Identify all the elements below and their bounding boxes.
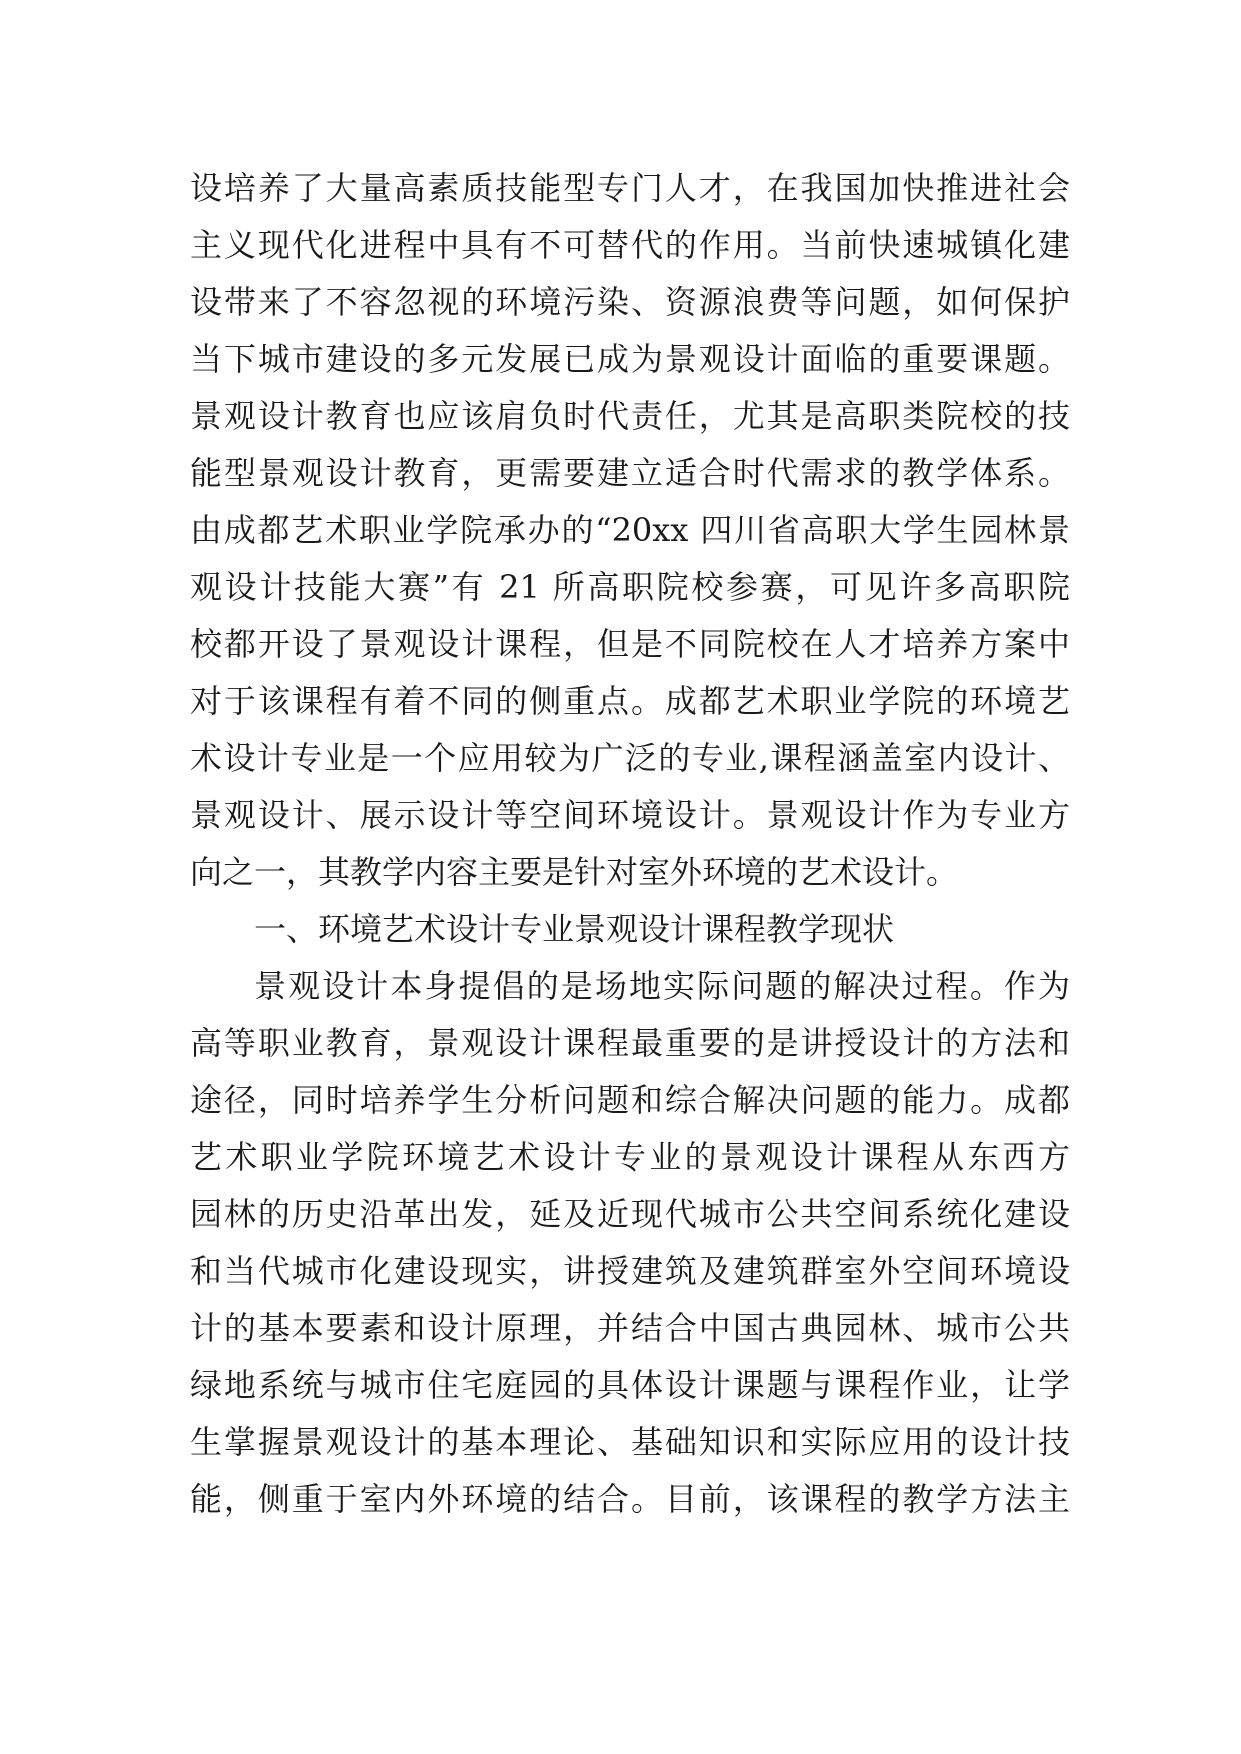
text-line: 设带来了不容忽视的环境污染、资源浪费等问题，如何保护 xyxy=(190,283,1070,321)
text-line: 术设计专业是一个应用较为广泛的专业,课程涵盖室内设计、 xyxy=(190,739,1070,777)
text-line: 景观设计教育也应该肩负时代责任，尤其是高职类院校的技 xyxy=(190,397,1070,435)
text-line: 向之一，其教学内容主要是针对室外环境的艺术设计。 xyxy=(190,853,959,891)
text-line: 艺术职业学院环境艺术设计专业的景观设计课程从东西方 xyxy=(190,1138,1070,1176)
text-line: 主义现代化进程中具有不可替代的作用。当前快速城镇化建 xyxy=(190,226,1070,264)
text-line: 能型景观设计教育，更需要建立适合时代需求的教学体系。 xyxy=(190,454,1070,492)
text-line: 计的基本要素和设计原理，并结合中国古典园林、城市公共 xyxy=(190,1309,1070,1347)
text-line: 校都开设了景观设计课程，但是不同院校在人才培养方案中 xyxy=(190,625,1070,663)
text-line: 能，侧重于室内外环境的结合。目前，该课程的教学方法主 xyxy=(190,1480,1070,1518)
text-line: 和当代城市化建设现实，讲授建筑及建筑群室外空间环境设 xyxy=(190,1252,1070,1290)
body-text xyxy=(190,160,1070,1528)
text-line: 绿地系统与城市住宅庭园的具体设计课题与课程作业，让学 xyxy=(190,1366,1070,1404)
text-line: 由成都艺术职业学院承办的“20xx 四川省高职大学生园林景 xyxy=(190,511,1070,549)
text-line: 景观设计本身提倡的是场地实际问题的解决过程。作为 xyxy=(254,967,1070,1005)
section-heading: 一、环境艺术设计专业景观设计课程教学现状 xyxy=(254,910,895,948)
text-line: 当下城市建设的多元发展已成为景观设计面临的重要课题。 xyxy=(190,340,1070,378)
text-line: 设培养了大量高素质技能型专门人才，在我国加快推进社会 xyxy=(190,169,1070,207)
text-line: 高等职业教育，景观设计课程最重要的是讲授设计的方法和 xyxy=(190,1024,1070,1062)
text-line: 观设计技能大赛”有 21 所高职院校参赛，可见许多高职院 xyxy=(190,568,1070,606)
text-line: 园林的历史沿革出发，延及近现代城市公共空间系统化建设 xyxy=(190,1195,1070,1233)
text-line: 生掌握景观设计的基本理论、基础知识和实际应用的设计技 xyxy=(190,1423,1070,1461)
text-line: 景观设计、展示设计等空间环境设计。景观设计作为专业方 xyxy=(190,796,1070,834)
text-line: 途径，同时培养学生分析问题和综合解决问题的能力。成都 xyxy=(190,1081,1070,1119)
text-line: 对于该课程有着不同的侧重点。成都艺术职业学院的环境艺 xyxy=(190,682,1070,720)
